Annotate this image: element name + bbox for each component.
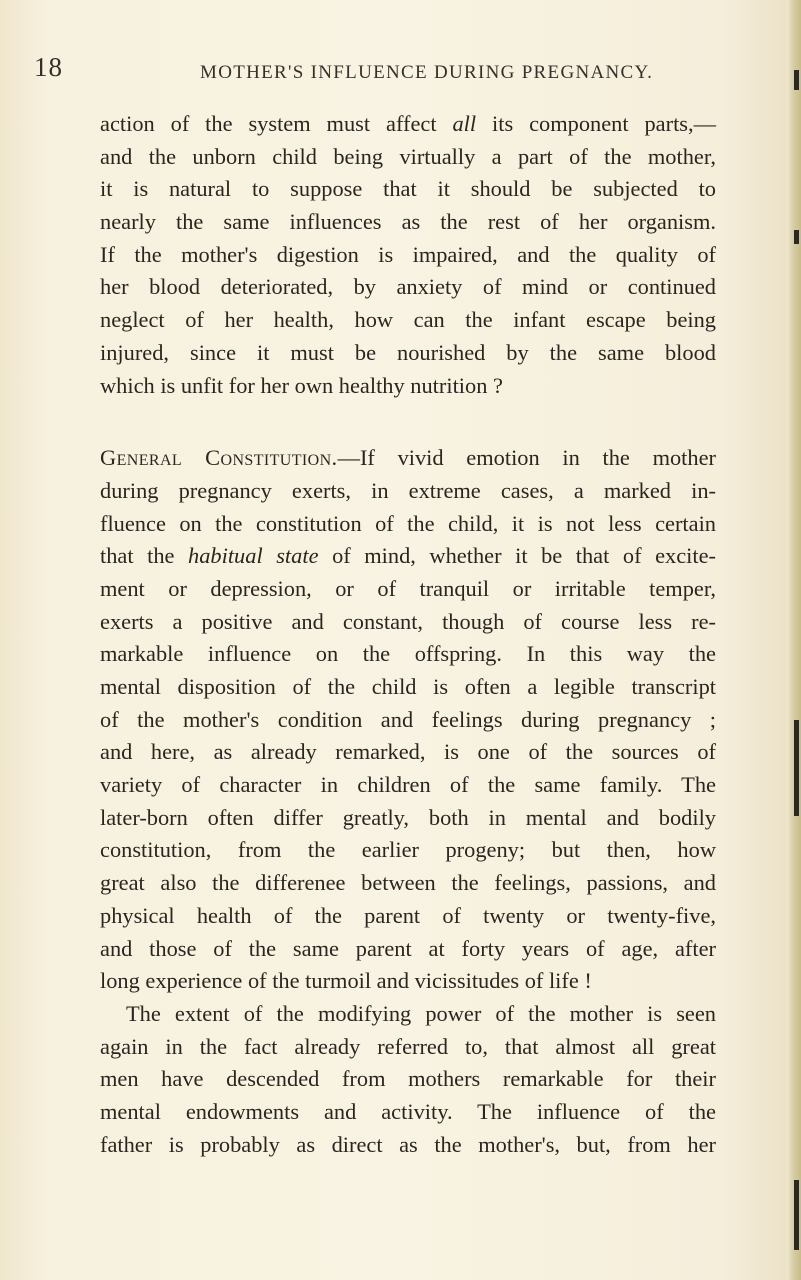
text-line: General Constitution.—If vivid emotion in the mother [100, 445, 716, 471]
text-line: ment or depression, or of tranquil or irritable temper, [100, 575, 716, 601]
text-line: neglect of her health, how can the infant escape being [100, 307, 716, 333]
page-edge [787, 0, 801, 1280]
text-line: it is natural to suppose that it should be subjected to [100, 176, 716, 202]
text-line: and the unborn child being virtually a part of the mother, [100, 143, 716, 169]
text-line: variety of character in children of the same family. The [100, 772, 716, 798]
emphasis: all [452, 111, 477, 136]
edge-mark [794, 70, 799, 90]
text-line: men have descended from mothers remarkable for their [100, 1066, 716, 1092]
section-heading: General Constitution. [100, 445, 338, 471]
text-line: The extent of the modifying power of the mother is seen [126, 1000, 716, 1026]
paragraph-system-action [100, 108, 716, 402]
text-line: constitution, from the earlier progeny; but then, how [100, 837, 716, 863]
edge-mark [794, 720, 799, 816]
text-line: action of the system must affect all its component parts,— [100, 111, 716, 136]
paragraph-modifying-power [100, 998, 716, 1161]
text-line: and those of the same parent at forty years of age, after [100, 935, 716, 961]
text-line: long experience of the turmoil and vicissitudes of life ! [100, 968, 592, 994]
text-line: If the mother's digestion is impaired, and the quality of [100, 241, 716, 267]
text-line: nearly the same influences as the rest of her organism. [100, 209, 716, 235]
edge-mark [794, 230, 799, 244]
text-line: which is unfit for her own healthy nutrition ? [100, 372, 503, 398]
text-line: physical health of the parent of twenty or twenty-five, [100, 902, 716, 928]
text-line: injured, since it must be nourished by the same blood [100, 339, 716, 365]
text-line: that the habitual state of mind, whether it be that of excite- [100, 543, 716, 569]
running-head: MOTHER'S INFLUENCE DURING PREGNANCY. [200, 62, 654, 83]
text-line: great also the differenee between the feelings, passions, and [100, 870, 716, 896]
text-line: of the mother's condition and feelings during pregnancy ; [100, 706, 716, 732]
text-line: during pregnancy exerts, in extreme cases, a marked in- [100, 477, 716, 503]
text-line: father is probably as direct as the mother's, but, from her [100, 1131, 716, 1157]
text-line: later-born often differ greatly, both in mental and bodily [100, 804, 716, 830]
edge-mark [794, 1180, 799, 1250]
text-line: fluence on the constitution of the child, it is not less certain [100, 510, 716, 536]
paragraph-general-constitution [100, 442, 716, 998]
page-number: 18 [34, 52, 63, 82]
text-line: mental endowments and activity. The influence of the [100, 1098, 716, 1124]
paragraph-gap [100, 402, 716, 442]
text-line: markable influence on the offspring. In this way the [100, 641, 716, 667]
page-header [34, 52, 774, 92]
text-line: and here, as already remarked, is one of the sources of [100, 739, 716, 765]
text-line: exerts a positive and constant, though of course less re- [100, 608, 716, 634]
body-text [100, 108, 716, 1161]
text-line: mental disposition of the child is often a legible transcript [100, 674, 716, 699]
emphasis: habitual state [188, 543, 319, 569]
text-line: again in the fact already referred to, that almost all great [100, 1033, 716, 1059]
text-line: her blood deteriorated, by anxiety of mind or continued [100, 274, 716, 300]
